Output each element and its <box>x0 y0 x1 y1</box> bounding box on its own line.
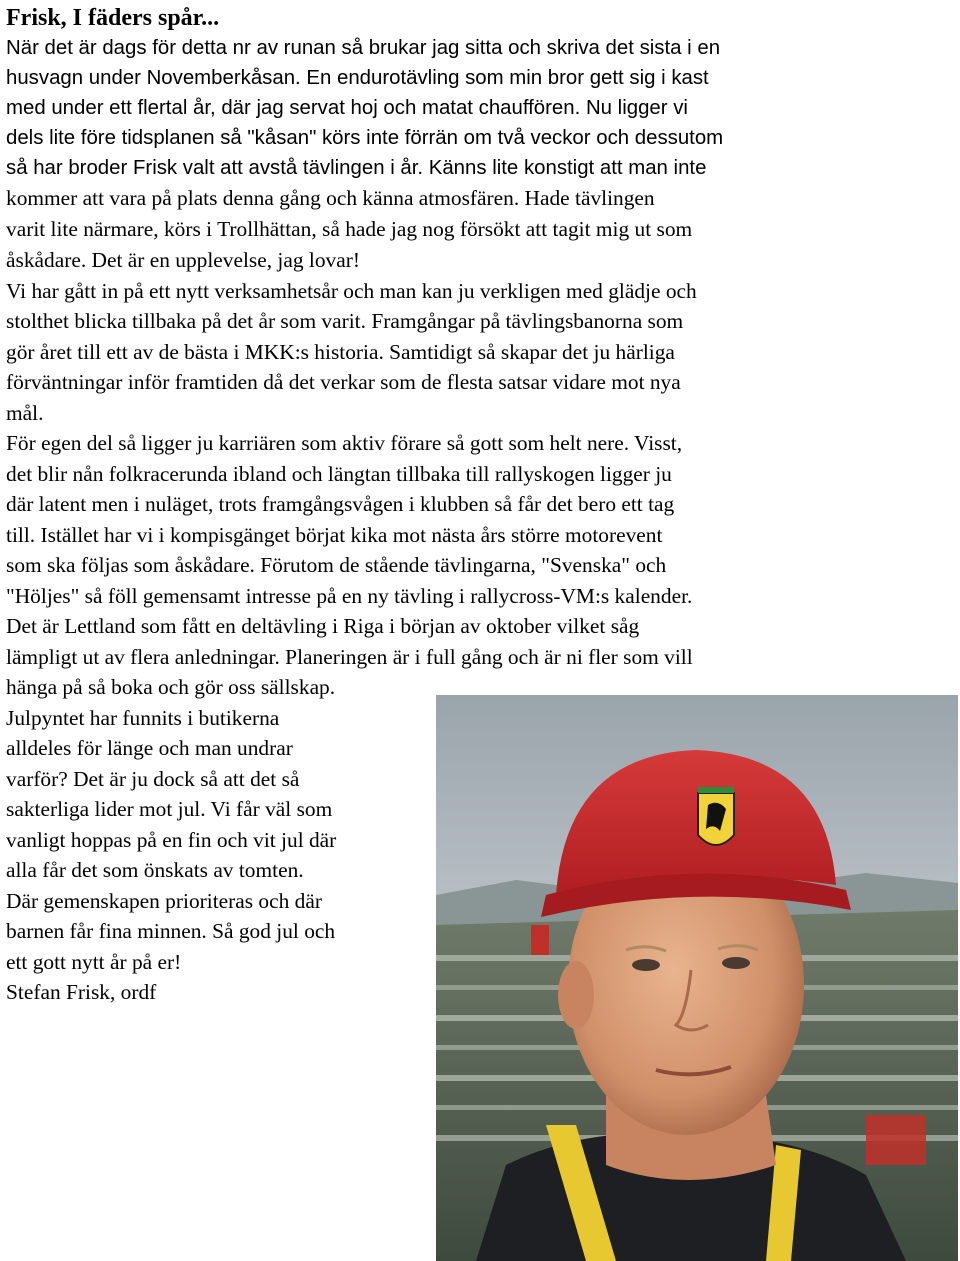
text-line: barnen får fina minnen. Så god jul och <box>6 919 336 943</box>
text-line: husvagn under Novemberkåsan. En endurotävling som min bror gett sig i kast <box>6 67 709 89</box>
text-line: dels lite före tidsplanen så "kåsan" körs inte förrän om två veckor och dessutom <box>6 127 724 149</box>
text-line: hänga på så boka och gör oss sällskap. <box>6 675 336 699</box>
text-line: "Höljes" så föll gemensamt intresse på en ny tävling i rallycross-VM:s kalender. <box>6 584 693 608</box>
text-line: stolthet blicka tillbaka på det år som varit. Framgångar på tävlingsbanorna som <box>6 309 684 333</box>
text-line: Vi har gått in på ett nytt verksamhetsår och man kan ju verkligen med glädje och <box>6 279 697 303</box>
text-line: som ska följas som åskådare. Förutom de stående tävlingarna, "Svenska" och <box>6 553 667 577</box>
text-line: alla får det som önskats av tomten. <box>6 858 304 882</box>
text-line: gör året till ett av de bästa i MKK:s historia. Samtidigt så skapar det ju härliga <box>6 340 675 364</box>
text-line: med under ett flertal år, där jag servat hoj och matat chauffören. Nu ligger vi <box>6 97 688 119</box>
text-line: till. Istället har vi i kompisgänget börjat kika mot nästa års större motorevent <box>6 523 663 547</box>
text-line: vanligt hoppas på en fin och vit jul där <box>6 828 337 852</box>
text-line: där latent men i nuläget, trots framgångsvågen i klubben så får det bero ett tag <box>6 492 675 516</box>
article-title: Frisk, I fäders spår... <box>6 5 220 31</box>
text-line: För egen del så ligger ju karriären som aktiv förare så gott som helt nere. Visst, <box>6 431 683 455</box>
text-line: Julpyntet har funnits i butikerna <box>6 706 280 730</box>
text-line: varit lite närmare, körs i Trollhättan, så hade jag nog försökt att tagit mig ut som <box>6 217 693 241</box>
text-line: Det är Lettland som fått en deltävling i Riga i början av oktober vilket såg <box>6 614 640 638</box>
text-line: åskådare. Det är en upplevelse, jag lovar! <box>6 248 360 272</box>
text-line: kommer att vara på plats denna gång och känna atmosfären. Hade tävlingen <box>6 186 655 210</box>
text-line: ett gott nytt år på er! <box>6 950 182 974</box>
text-line: det blir nån folkracerunda ibland och längtan tillbaka till rallyskogen ligger ju <box>6 462 672 486</box>
portrait-photo <box>436 695 958 1261</box>
text-line: så har broder Frisk valt att avstå tävlingen i år. Känns lite konstigt att man inte <box>6 157 707 179</box>
text-line: Stefan Frisk, ordf <box>6 980 157 1004</box>
text-line: Där gemenskapen prioriteras och där <box>6 889 322 913</box>
text-line: alldeles för länge och man undrar <box>6 736 293 760</box>
text-line: varför? Det är ju dock så att det så <box>6 767 300 791</box>
text-line: mål. <box>6 401 44 425</box>
text-line: förväntningar inför framtiden då det verkar som de flesta satsar vidare mot nya <box>6 370 681 394</box>
text-line: lämpligt ut av flera anledningar. Planeringen är i full gång och är ni fler som vill <box>6 645 693 669</box>
text-line: sakterliga lider mot jul. Vi får väl som <box>6 797 333 821</box>
text-line: När det är dags för detta nr av runan så brukar jag sitta och skriva det sista i en <box>6 37 721 59</box>
